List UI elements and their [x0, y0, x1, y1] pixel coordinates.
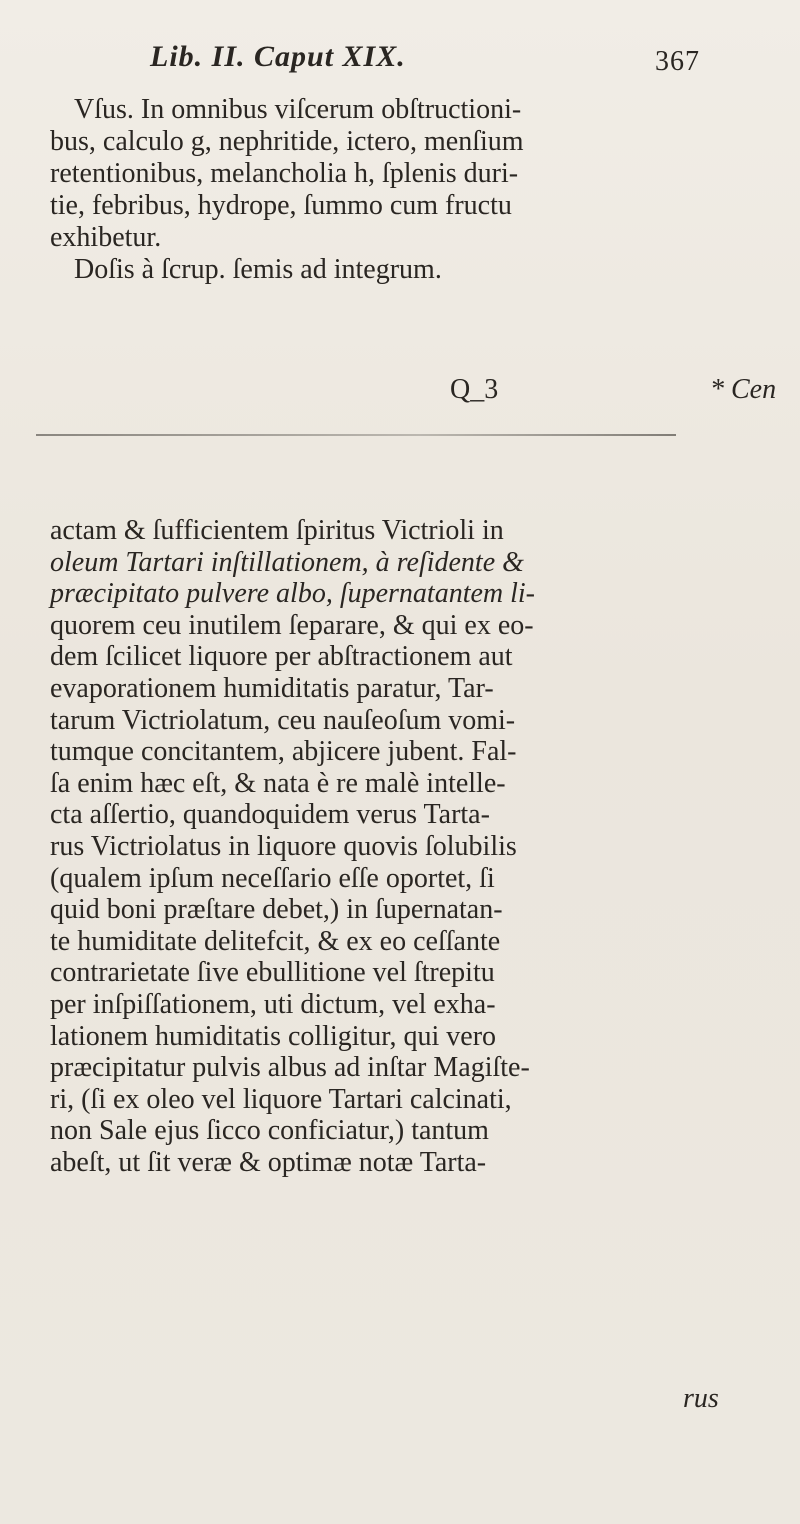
upper-paragraph [50, 94, 790, 286]
text-line: abeſt, ut ſit veræ & optimæ notæ Tarta- [50, 1146, 487, 1178]
running-head: Lib. II. Caput XIX. [150, 40, 406, 73]
text-line: quorem ceu inutilem ſeparare, & qui ex eo- [50, 609, 534, 641]
text-line: bus, calculo g, nephritide, ictero, menſium [50, 126, 524, 157]
signature-mark: Q_3 [450, 374, 499, 405]
text-line: Vſus. In omnibus viſcerum obſtructioni- [74, 94, 522, 125]
page-footer [50, 368, 790, 412]
text-line: ri, (ſi ex oleo vel liquore Tartari calcinati, [50, 1083, 512, 1115]
text-line: (qualem ipſum neceſſario eſſe oportet, ſi [50, 862, 495, 894]
text-line: contrarietate ſive ebullitione vel ſtrepitu [50, 957, 495, 989]
text-line: non Sale ejus ſicco conficiatur,) tantum [50, 1115, 489, 1147]
lower-paragraph [50, 515, 790, 1178]
text-line: tarum Victriolatum, ceu nauſeoſum vomi- [50, 704, 516, 736]
catchword-lower: rus [683, 1383, 719, 1414]
text-line: tie, febribus, hydrope, ſummo cum fructu [50, 190, 512, 221]
text-line: lationem humiditatis colligitur, qui vero [50, 1020, 497, 1052]
running-header [150, 40, 700, 77]
text-line: retentionibus, melancholia h, ſplenis duri- [50, 158, 519, 189]
text-line: evaporationem humiditatis paratur, Tar- [50, 672, 494, 704]
catchword: * Cen [710, 374, 777, 405]
text-line: Doſis à ſcrup. ſemis ad integrum. [74, 254, 442, 285]
text-line: te humiditate delitefcit, & ex eo ceſſante [50, 925, 501, 957]
text-line: cta aſſertio, quandoquidem verus Tarta- [50, 799, 490, 831]
page-number: 367 [655, 46, 700, 77]
text-line: dem ſcilicet liquore per abſtractionem aut [50, 641, 513, 673]
text-line: oleum Tartari inſtillationem, à reſidente & [50, 546, 524, 578]
page-divider [36, 434, 676, 436]
text-line: actam & ſufficientem ſpiritus Victrioli in [50, 515, 504, 546]
text-line: præcipitato pulvere albo, ſupernatantem li- [50, 578, 536, 610]
text-line: per inſpiſſationem, uti dictum, vel exha- [50, 988, 496, 1020]
text-line: rus Victriolatus in liquore quovis ſolubilis [50, 830, 517, 862]
text-line: præcipitatur pulvis albus ad inſtar Magiſte- [50, 1052, 530, 1084]
text-line: tumque concitantem, abjicere jubent. Fal- [50, 736, 517, 768]
text-line: exhibetur. [50, 222, 162, 253]
text-line: quid boni præſtare debet,) in ſupernatan- [50, 894, 503, 926]
text-line: ſa enim hæc eſt, & nata è re malè intelle- [50, 767, 506, 799]
